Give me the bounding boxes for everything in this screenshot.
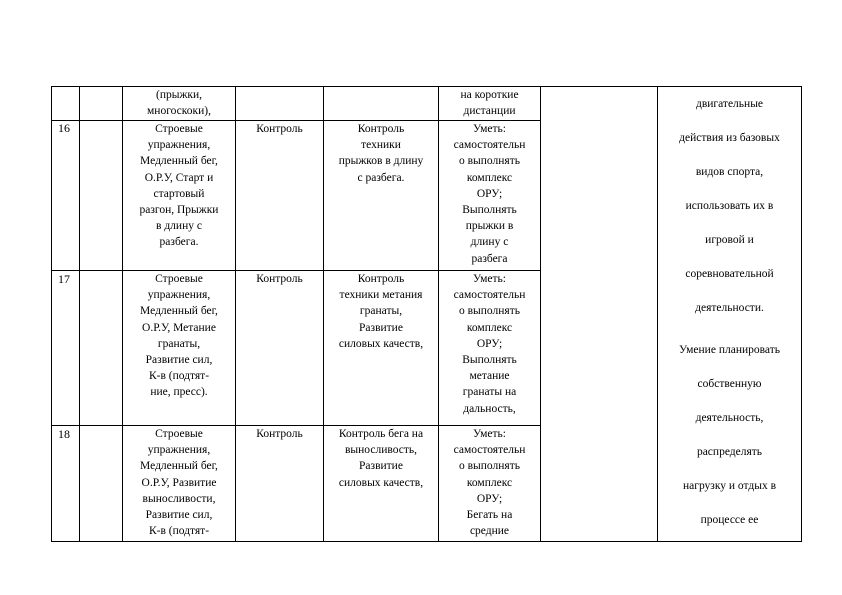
row-skills: Уметь: самостоятельн о выполнять комплекс ОРУ; Выполнять прыжки в длину с разбега — [453, 123, 526, 265]
requirements-line: Умение планировать — [679, 344, 780, 356]
requirements-line: видов спорта, — [695, 166, 764, 178]
requirements-line: деятельность, — [695, 412, 764, 424]
top-row-skills: на короткие дистанции — [460, 89, 519, 118]
requirements-line: нагрузку и отдых в — [682, 480, 777, 492]
requirements-column — [658, 87, 801, 537]
row-topic: Строевые упражнения, Медленный бег, О.Р.У, Метание гранаты, Развитие сил, К-в (подтят- ние, пресс). — [140, 273, 218, 399]
row-number: 18 — [58, 427, 70, 441]
requirements-line: процессе ее — [700, 514, 759, 526]
table-border-bottom — [51, 541, 802, 542]
row-type: Контроль — [256, 428, 303, 440]
col-rule-1 — [79, 86, 80, 542]
requirements-line: распределять — [696, 446, 763, 458]
row-control: Контроль бега на выносливость, Развитие силовых качеств, — [338, 428, 424, 489]
requirements-line: двигательные — [695, 98, 764, 110]
row-control: Контроль техники метания гранаты, Развитие силовых качеств, — [338, 273, 424, 350]
requirements-line: действия из базовых — [679, 132, 780, 144]
row-number: 17 — [58, 272, 70, 286]
top-row-topic: (прыжки, многоскоки), — [147, 89, 211, 118]
row-type: Контроль — [256, 273, 303, 285]
col-rule-6 — [540, 86, 541, 542]
row-skills: Уметь: самостоятельн о выполнять комплекс ОРУ; Выполнять метание гранаты на дальность, — [453, 273, 526, 415]
row-skills: Уметь: самостоятельн о выполнять комплекс ОРУ; Бегать на средние — [453, 428, 526, 538]
row-control: Контроль техники прыжков в длину с разбега. — [338, 123, 424, 184]
requirements-line: деятельности. — [695, 302, 764, 314]
table-border-right — [801, 86, 802, 542]
requirements-line: собственную — [697, 378, 762, 390]
row-topic: Строевые упражнения, Медленный бег, О.Р.У, Старт и стартовый разгон, Прыжки в длину с разбега. — [139, 123, 219, 249]
row-topic: Строевые упражнения, Медленный бег, О.Р.У, Развитие выносливости, Развитие сил, К-в (подтят- — [140, 428, 218, 538]
requirements-line: соревновательной — [685, 268, 774, 280]
col-rule-3 — [235, 86, 236, 542]
requirements-line: игровой и — [705, 234, 754, 246]
requirements-line: использовать их в — [685, 200, 774, 212]
table-border-left — [51, 86, 52, 542]
row-number: 16 — [58, 121, 70, 135]
row-type: Контроль — [256, 123, 303, 135]
